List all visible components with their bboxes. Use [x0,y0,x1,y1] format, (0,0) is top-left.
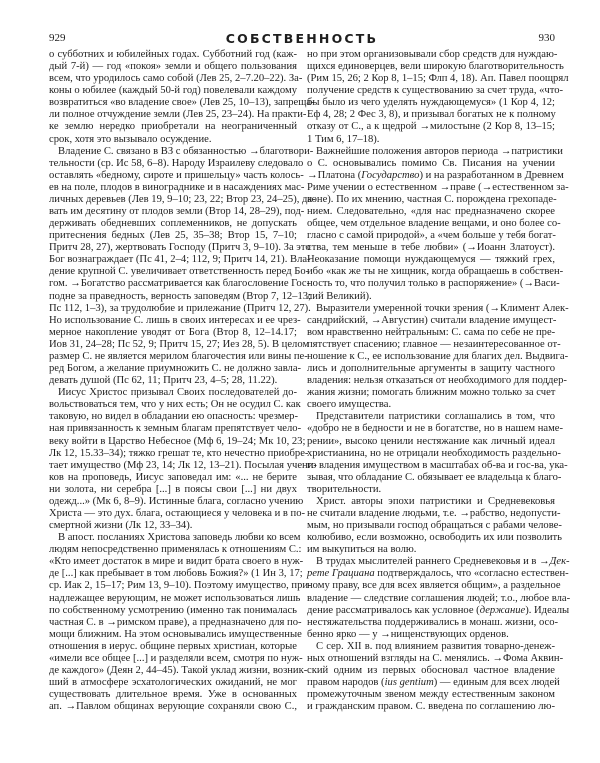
text-line: Выразители умеренной точки зрения (→Климент Алек- [316,302,569,314]
text-segment: →Платона ( [307,169,362,181]
text-line: ибо «как же ты не хищник, когда обращаешь в собствен- [307,266,564,278]
text-line: ному праву, все для всех является общим», а раздельное [307,580,561,592]
text-line: ев на поле, плодов в винограднике и в насаждениях мас- [49,181,305,193]
text-line: бенно ярко — у →нищенствующих орденов. [307,628,509,640]
text-line: владение — следствие соглашения людей; т.о., любое вла- [307,592,571,604]
italic-text: рете Грациана [307,568,375,580]
text-line: таковую, но видел в обладании ею опасность: чрезмер- [49,411,298,423]
text-line: пятствует спасению; главное — незаинтересованное от- [307,338,561,350]
text-line: не считали владение людьми, т.е. →рабство, недопусти- [307,507,561,519]
text-line: всем, что уродилось само собой (Лев 25, 2–7.20–22). За- [49,73,303,85]
italic-text: держание [479,604,526,616]
text-line: ная привязанность к земным благам препятствует чело- [49,423,302,435]
text-line: возвратиться «во владение свое» (Лев 25, 10–13), запреща- [49,97,315,109]
text-line: ни золота, ни серебра [...] в поясы свои [...] ни двух [49,483,297,495]
text-line: размер С. не является мерилом благочестия или вины пе- [49,350,308,362]
text-line: «Кто имеет достаток в мире и видит брата своего в нуж- [49,556,304,568]
text-line: Важнейшие положения авторов периода →патристики [316,145,563,157]
text-line: по собственному усмотрению (именно так понималась [49,604,297,616]
text-line: Христ. авторы эпохи патристики и Средневековья [316,495,555,507]
text-line [307,677,560,689]
text-line: дый 7-й) — год «покоя» земли и общего пользования [49,61,297,73]
text-line: С сер. XII в. под влиянием развития товарно-денеж- [316,640,555,652]
text-segment: дение рассматривалось как условное ( [307,604,480,616]
text-line: христианина, но не отрицали необходимость раздельно- [307,447,561,459]
text-segment: ) и на разработанном в Древнем [419,169,564,181]
text-line: мощи ближним. На этом основывались имущественные [49,628,302,640]
text-line: Бог вознаграждает (Пс 41, 2–4; 112, 9; Притч 14, 21). Вла- [49,254,311,266]
paragraph [49,145,316,388]
text-line: смертной жизни (Лк 12, 33–34). [49,520,193,532]
text-line: получение средств к существованию за счет труда, «что- [307,85,564,97]
text-line: личных деревьев (Лев 19, 9–10; 23, 22; Втор 23, 24–25), да- [49,193,316,205]
text-segment: правом народов ( [307,677,385,689]
text-line: отношения в иерус. общине первых христиан, которые [49,640,297,652]
text-line: жания жизни; помогать ближним можно только за счет [307,387,556,399]
text-line: своего имущества. [307,399,392,411]
text-line: гом. →Богатство рассматривается как благословение Гос- [49,278,311,290]
text-line: владения: нельзя отказаться от необходимого для поддер- [307,375,567,387]
text-line: ли полное отчуждение земли (Лев 25, 23–24). На практи- [49,109,307,121]
text-line: им выкупиться на волю. [307,544,417,556]
text-line: коны о юбилее (каждый 50-й год) повелевали каждому [49,85,297,97]
text-line: о С. основывались помимо Св. Писания на учении [307,157,555,169]
paragraph [307,145,569,303]
text-line: о субботних и юбилейных годах. Субботний год (каж- [49,49,297,60]
italic-text: Государство [361,169,420,181]
text-line: бы было из чего уделять нуждающемуся» (1 Кор 4, 12; [307,97,555,109]
text-line: (Рим 15, 26; 2 Кор 8, 1–15; Флп 4, 18). Ап. Павел поощрял [307,73,569,85]
italic-text: ius gentium [384,677,434,689]
paragraph [307,302,569,412]
paragraph [307,411,568,496]
text-line: Риме учении о естественном →праве (→естественном за- [307,181,569,193]
text-line: В апост. посланиях Христова заповедь любви ко всем [58,532,301,544]
text-line: девать душой (Пс 62, 11; Притч 23, 4–5; 28, 11.22). [49,375,278,387]
text-line: творительности. [307,483,382,495]
text-line: людям непосредственно применялась к отношениям С.: [49,544,302,556]
text-line: Представители патристики соглашались в том, что [316,411,555,423]
text-line: коне). По их мнению, частная С. порождена грехопаде- [307,193,557,205]
text-line: Иов 31, 24–28; Пс 52, 9; Притч 15, 27; Иез 28, 5). В целом [49,338,310,350]
text-line: «добро не в бедности и не в богатстве, но в нашем наме- [307,423,563,435]
text-line: ср. Иак 2, 15–17; Рим 13, 9–10). Поэтому имущество, при- [49,580,312,592]
page-number-left: 929 [49,32,66,44]
text-line: сандрийский, →Августин) считали владение имущест- [307,314,557,326]
page-number-right: 930 [538,32,555,44]
paragraph [49,387,317,532]
text-line [307,604,570,617]
text-line: и гражданским правом. С. введена по соглашению лю- [307,701,555,713]
text-line: подне за праведность, верность заповедям (Втор 7, 12–13; [49,290,312,302]
text-line: Лк 12, 15.33–34); тяжко грешат те, кто нечестно приобре- [49,447,309,459]
text-segment: В трудах мыслителей раннего Средневековья и в → [316,556,550,568]
running-header [49,32,555,48]
text-segment: подтверждалось, что «согласно естествен- [374,568,569,580]
paragraph [49,49,315,146]
text-line: ства, тем меньше в тебе любви» (→Иоанн Златоуст). [307,242,555,254]
text-line: ке землю нередко приобретали на неограниченный [49,121,297,133]
text-line: веку войти в Царство Небесное (Мф 6, 19–24; Мк 10, 23; [49,435,306,447]
text-line: Но использование С. лишь в своих интересах и ее чрез- [49,314,301,326]
text-line: надлежащее верующим, не может использоваться лишь [49,592,301,604]
paragraph [307,556,571,641]
text-line: Неоказание помощи нуждающемуся — тяжкий грех, [307,254,555,266]
paragraph [307,640,564,713]
paragraph [307,495,562,556]
text-line: нестяжательства поддерживались в монаш. жизни, осо- [307,616,559,628]
text-line [307,556,570,568]
text-line: ский одним из первых обосновал частное владение [307,664,555,676]
text-line: Еф 4, 28; 2 Фес 3, 8), и призывал богатых не к полному [307,109,556,121]
text-line: ап. →Павлом общинах верующие сохраняли свою С., [49,701,297,713]
text-line: тает имущество (Мф 23, 14; Лк 12, 13–21). Посылая учени- [49,459,317,471]
text-line: вом нравственно нейтральным: С. сама по себе не пре- [307,326,556,338]
paragraph [307,49,569,146]
text-line: частная С. в →римском праве), а предназначено для по- [49,616,302,628]
text-line: общее, чем отдельное владение вещами, и оно более со- [307,218,561,230]
text-line: щихся единоверцев, вели широкую благотворительность [307,61,564,73]
text-line: отказу от С., а к щедрой →милостыне (2 Кор 8, 13–15; [307,121,555,133]
text-line: ность то, что получил только в распоряжение» (→Васи- [307,278,560,290]
text-line: 1 Тим 6, 17–18). [307,133,380,145]
paragraph [49,532,312,713]
text-line: гласно с самой природой», а «чем больше у тебя богат- [307,230,556,242]
text-line [307,169,564,182]
right-column [307,49,571,713]
text-line: ных отношений взгляды на С. менялись. →Фома Аквин- [307,652,564,664]
italic-text: Дек- [549,556,570,568]
text-segment: ) — единым для всех людей [433,677,560,689]
text-line: Иисус Христос призывал Своих последователей до- [58,387,297,399]
text-line: промежуточным звеном между естественным законом [307,689,555,701]
text-line: дение крупной С. увеличивает ответственность перед Бо- [49,266,310,278]
text-line: тельности (ср. Ис 58, 6–8). Народу Израилеву следовало [49,157,304,169]
text-line: ред Богом, а желание приумножить С. не должно завла- [49,363,302,375]
text-line: ший в атмосфере эсхатологических ожиданий, не мог [49,677,297,689]
text-line: рении», высоко ценили нестяжание как личный идеал [307,435,555,447]
text-line: лись и дополнительные аргументы в защиту частного [307,363,555,375]
text-line: колюбиво, если возможно, освободить их или позволить [307,532,562,544]
text-line: де каждого» (Деян 2, 44–45). Такой уклад жизни, возник- [49,664,308,676]
text-line: Христа — это дух. блага, остающиеся у человека и в по- [49,507,306,519]
text-line: мым, но призывали господ обращаться с рабами челове- [307,520,562,532]
text-segment: ). Идеалы [525,604,570,616]
text-line: ков на проповедь, Иисус заповедал им: «... не берите [49,471,297,483]
text-line: «имели все общее [...] и разделяли всем, смотря по нуж- [49,652,303,664]
text-line: зывая, что обладание С. обязывает ее владельца к благо- [307,471,562,483]
text-line: срок, хотя это вызывало осуждение. [49,133,212,145]
text-line: оставлять «бедному, сироте и пришельцу» часть колось- [49,169,304,181]
text-line: Владение С. связано в ВЗ с обязанностью →благотвори- [58,145,314,157]
text-line: Пс 112, 1–3), за трудолюбие и прилежание (Притч 12, 27). [49,302,311,314]
text-line: го владения имуществом в масштабах об-ва и гос-ва, ука- [307,459,568,471]
text-line: нием. Следовательно, «для нас предназначено скорее [307,206,555,218]
text-line: Притч 28, 27), жертвовать Господу (Притч 3, 9–10). За это [49,242,311,254]
text-line: существовать длительное время. Уже в основанных [49,689,297,701]
text-line: одежд...» (Мк 6, 8–9). Истинные блага, согласно учению [49,495,304,507]
text-line: но при этом организовывали сбор средств для нуждаю- [307,49,558,60]
text-line: лий Великий). [307,290,372,302]
running-title: СОБСТВЕННОСТЬ [225,31,379,46]
left-column [49,49,317,713]
text-line: вать им десятину от плодов земли (Втор 14, 28–29), под- [49,206,305,218]
text-line [307,568,569,580]
text-line: держивать обедневших соплеменников, не допускать [49,218,297,230]
text-line: мерное накопление уводят от Бога (Втор 8, 12–14.17; [49,326,297,338]
text-line: вольствоваться тем, что у них есть; Он не осудил С. как [49,399,301,411]
text-line: ношение к С., ее использование для благих дел. Выдвига- [307,350,569,362]
text-line: притеснения бедных (Лев 25, 35–38; Втор 15, 7–10; [49,230,297,242]
text-line: де [...] как пребывает в том любовь Божия?» (1 Ин 3, 17; [49,568,303,580]
